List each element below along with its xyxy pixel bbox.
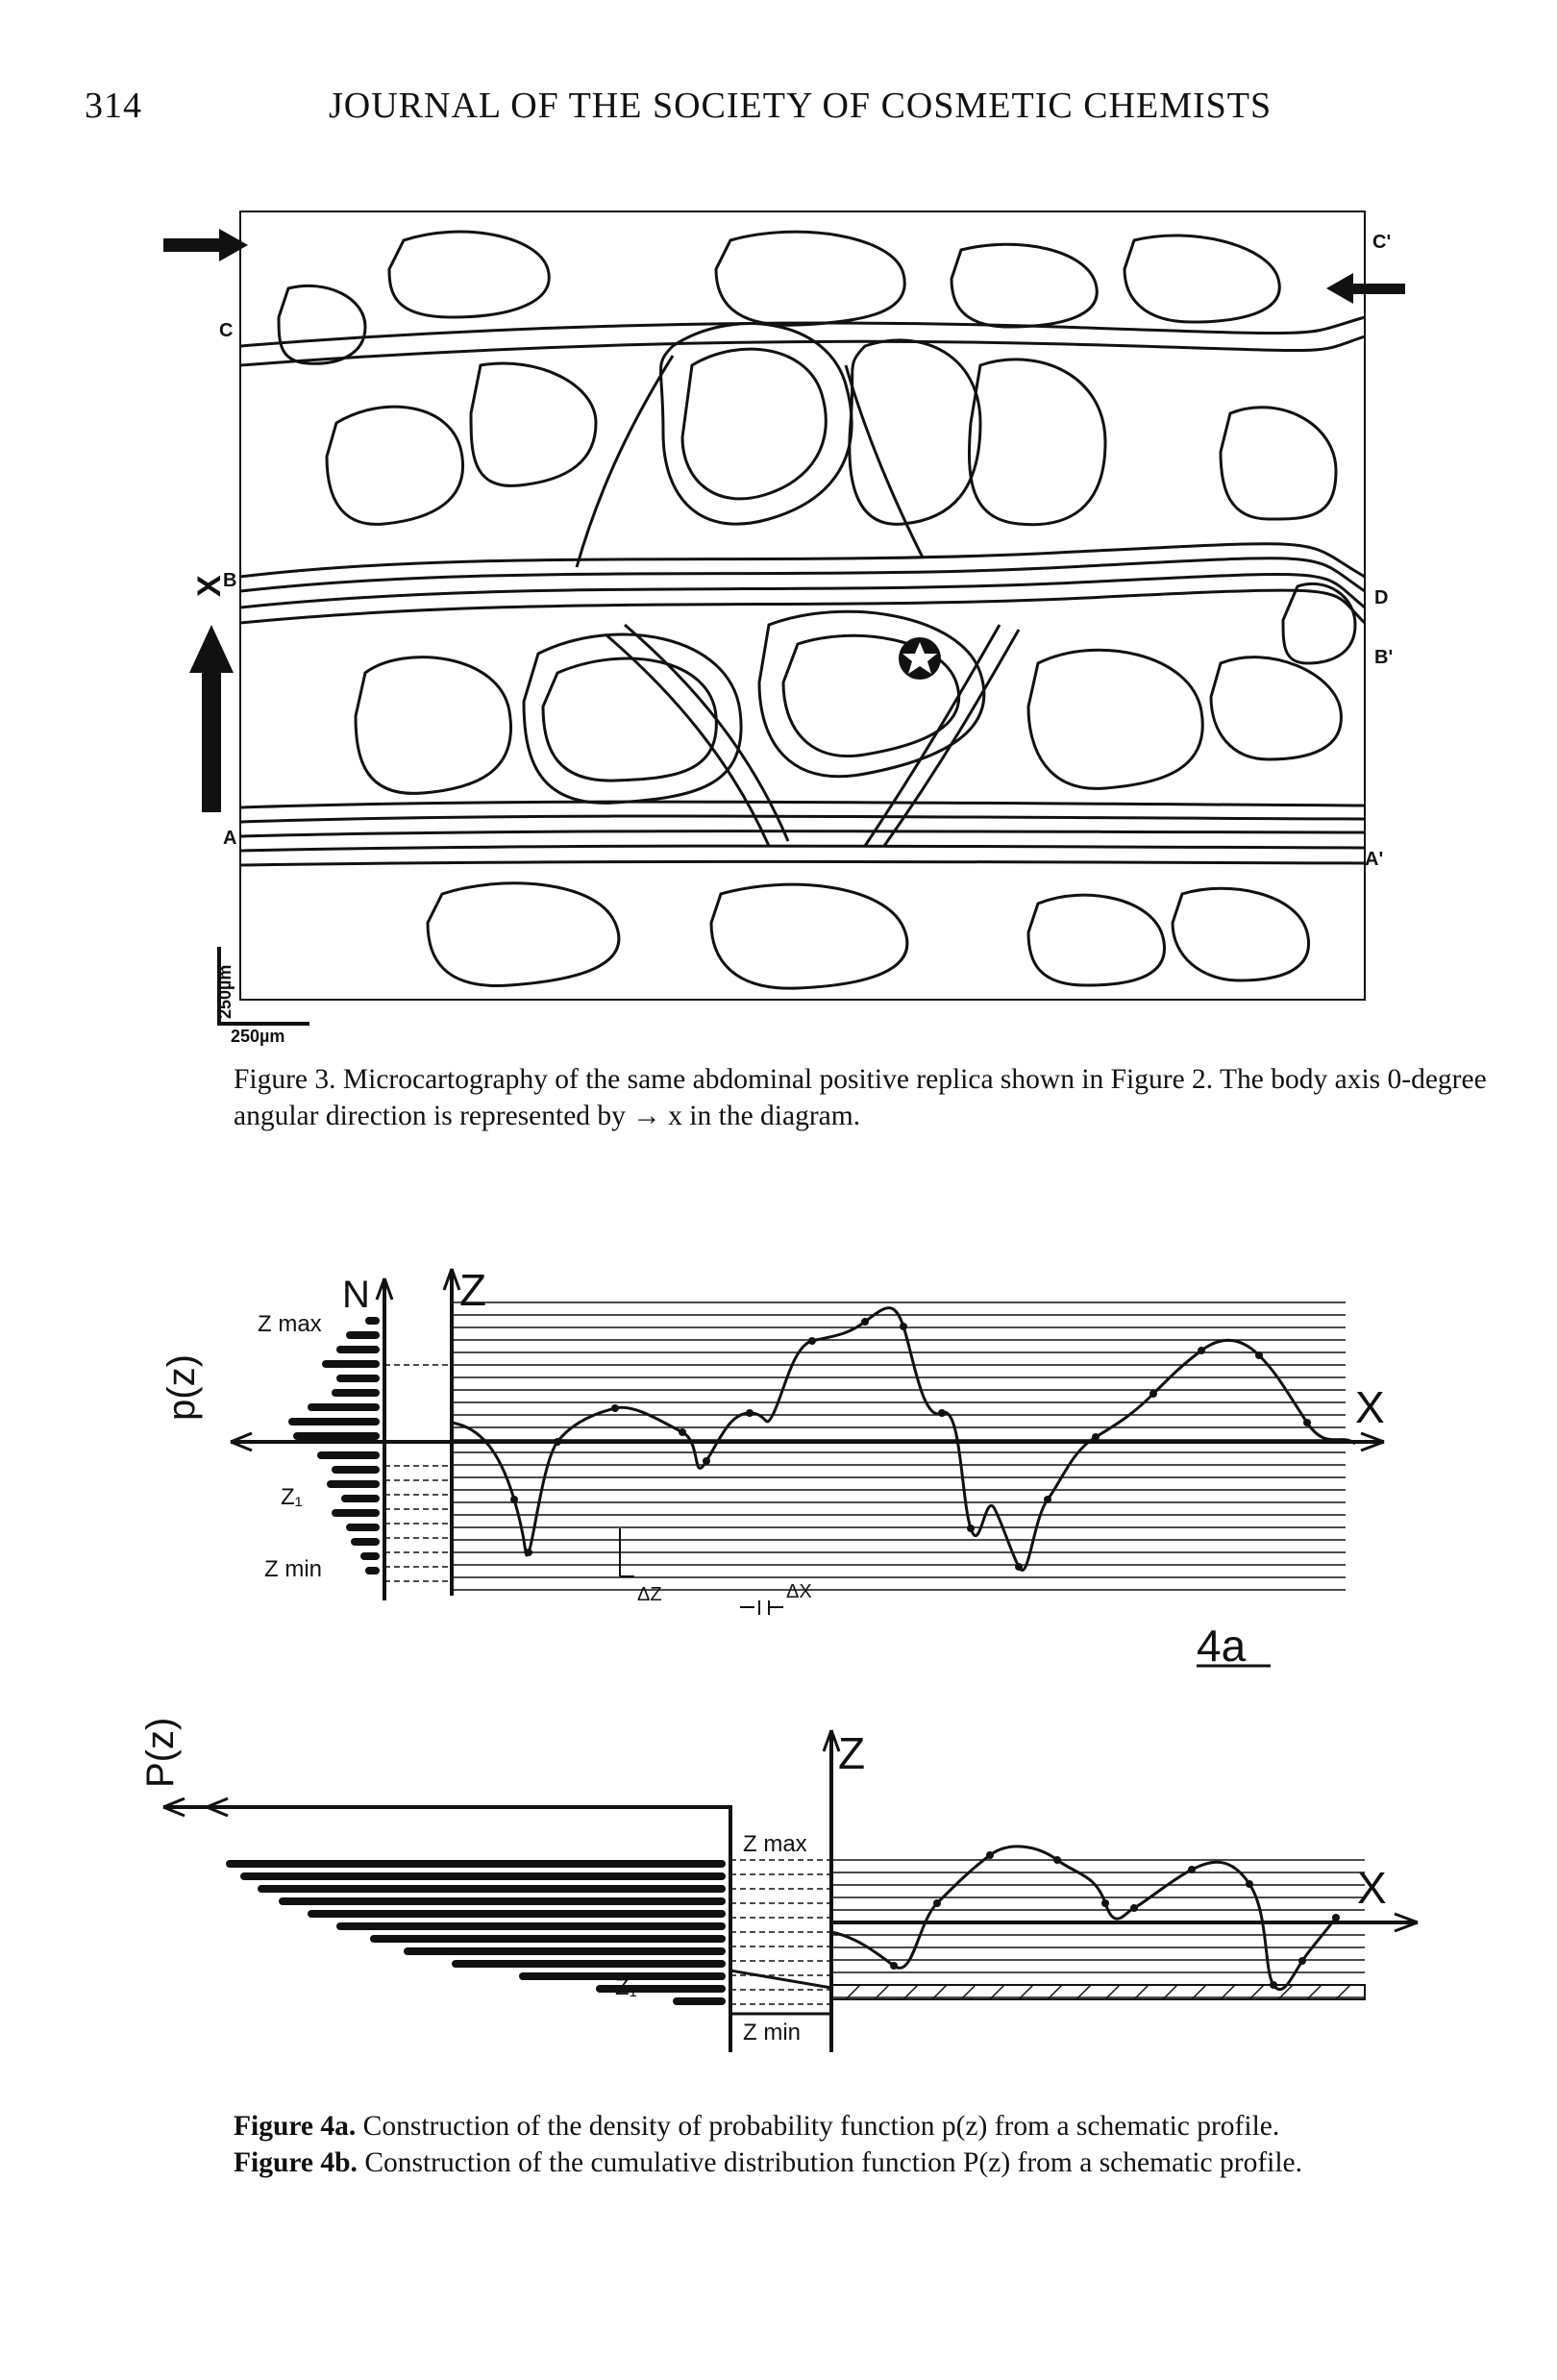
body-axis-arrow-icon (189, 625, 234, 812)
label-z-max: Z max (258, 1311, 322, 1337)
label-z1: Z₁ (615, 1974, 637, 2000)
scale-label-vertical: 250µm (215, 964, 235, 1019)
label-z1: Z₁ (281, 1484, 303, 1510)
figure-4a-caption (234, 2108, 1521, 2144)
figure-4a-caption-text: Construction of the density of probability function p(z) from a schematic profile. (362, 2111, 1280, 2142)
figure-4b-caption (234, 2144, 1521, 2181)
figure-3-contour-map (0, 183, 1557, 1067)
journal-title: JOURNAL OF THE SOCIETY OF COSMETIC CHEMISTS (329, 86, 1273, 126)
label-b-prime: B' (1374, 647, 1394, 668)
label-z-axis: Z (459, 1265, 487, 1315)
label-d: D (1374, 587, 1389, 608)
label-b: B (223, 570, 237, 591)
figure-4a-tag: 4a (1197, 1621, 1247, 1671)
label-p-z: p(z) (161, 1354, 203, 1421)
figure-4a-caption-label: Figure 4a. (234, 2111, 357, 2142)
figure-4b-caption-label: Figure 4b. (234, 2147, 358, 2178)
figure-3-caption-text: Microcartography of the same abdominal positive replica shown in Figure 2. The body axis 0-degree angular direction is represented by → x in the diagram. (234, 1064, 1487, 1131)
label-a-prime: A' (1365, 849, 1384, 870)
arrow-c-icon (163, 229, 248, 261)
label-z-axis: Z (838, 1728, 866, 1778)
figure-3-caption (234, 1061, 1521, 1134)
cumulative-histogram (226, 1860, 726, 2005)
label-z-min: Z min (743, 2020, 801, 2045)
density-histogram (288, 1317, 380, 1574)
scale-label-horizontal: 250µm (231, 1027, 285, 1046)
label-c-prime: C' (1372, 232, 1392, 253)
label-c: C (219, 320, 234, 341)
page-number: 314 (85, 86, 142, 126)
figure-3-caption-label: Figure 3. (234, 1064, 336, 1095)
label-a: A (223, 828, 237, 849)
figure-4b-diagram (0, 1701, 1557, 2086)
label-x-axis: X (1355, 1382, 1385, 1432)
label-z-min: Z min (264, 1556, 322, 1582)
label-x-axis: X (191, 575, 228, 597)
figure-4b-caption-text: Construction of the cumulative distribution function P(z) from a schematic profile. (364, 2147, 1303, 2178)
label-delta-z: ΔZ (637, 1584, 662, 1605)
label-n: N (342, 1274, 370, 1316)
figure-4a-diagram (0, 1250, 1557, 1682)
label-x-axis: X (1357, 1863, 1387, 1913)
label-cap-p-z: P(z) (139, 1717, 182, 1788)
figure-4-captions (234, 2108, 1521, 2181)
label-z-max: Z max (743, 1831, 807, 1857)
label-delta-x: ΔX (786, 1581, 812, 1602)
